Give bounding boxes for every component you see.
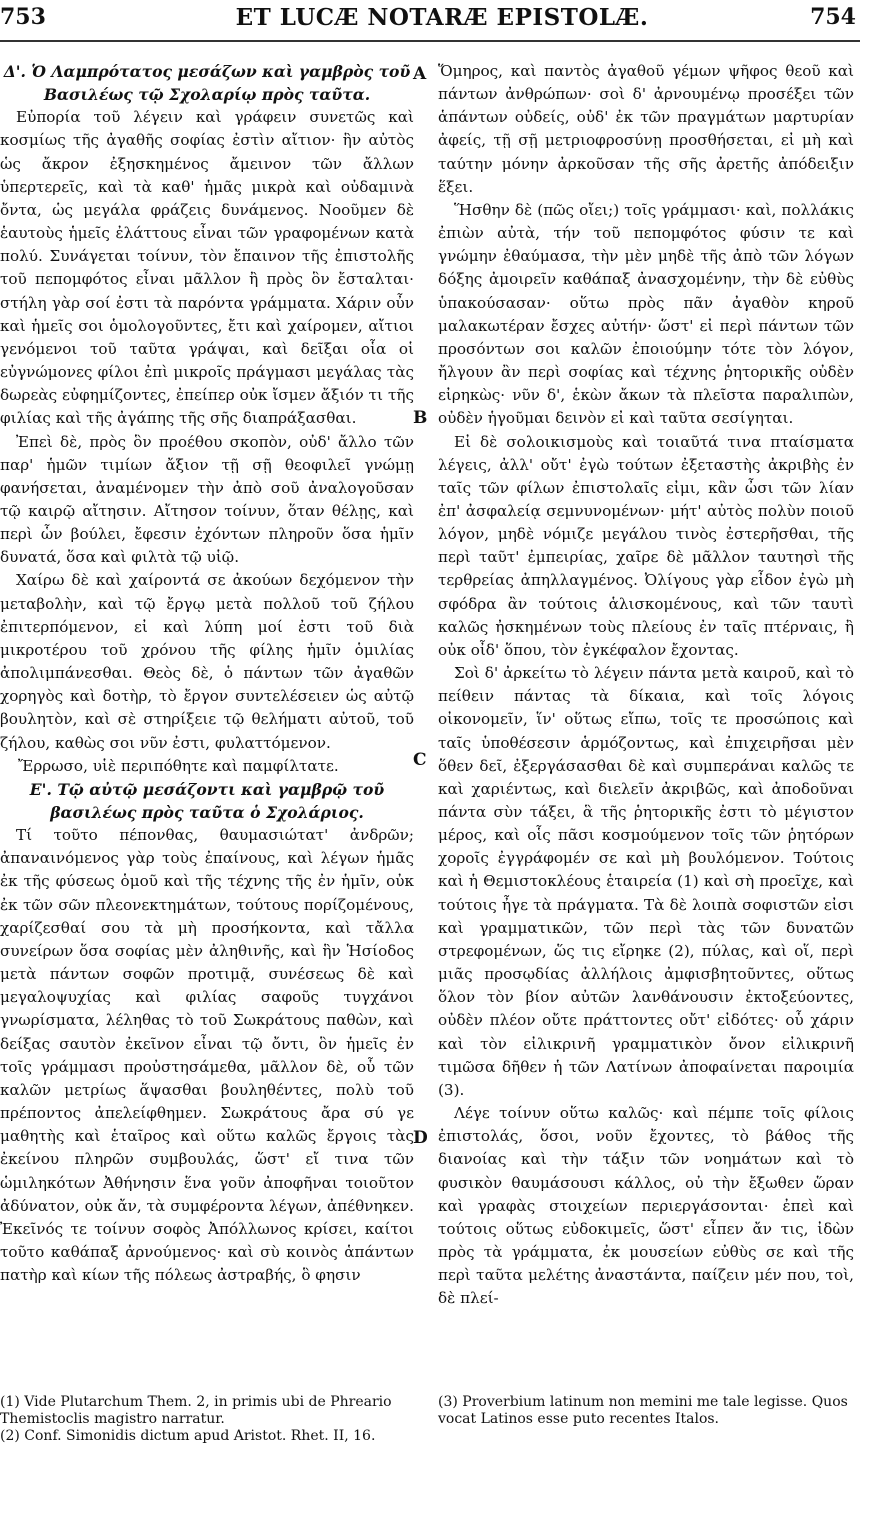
page-header xyxy=(0,4,884,44)
paragraph: Ὅμηρος, καὶ παντὸς ἀγαθοῦ γέμων ψῆφος θεοῦ καὶ πάντων ἀνθρώπων· σοὶ δ' ἀρνουμένῳ προσέξει τῶν ἁπάντων οὐδείς, οὐδ' ἐκ τῶν πραγμάτων μαρτυρίαν ἀφείς, τῇ σῇ μετριοφροσύνῃ προσθήσεται, εἰ μὴ καὶ ταύτην μόνην ἀρκοῦσαν τῆς σῆς ἀρετῆς ἀπόδειξιν ἕξει. xyxy=(438,62,854,196)
footnotes-left xyxy=(0,1394,414,1445)
footnote-2: (2) Conf. Simonidis dictum apud Aristot. Rhet. II, 16. xyxy=(0,1428,376,1444)
footnote-3: (3) Proverbium latinum non memini me tale legisse. Quos vocat Latinos esse puto recentes Italos. xyxy=(438,1394,848,1427)
right-column xyxy=(438,60,854,1310)
margin-letter-c: C xyxy=(413,750,427,770)
paragraph: Εἰ δὲ σολοικισμοὺς καὶ τοιαῦτά τινα πταίσματα λέγεις, ἀλλ' οὔτ' ἐγὼ τούτων ἐξεταστὴς ἀκριβὴς ἐν ταῖς τῶν φίλων ἐπιστολαῖς εἰμι, κἂν ὦσι τῶν λίαν ἐπ' ἀσφαλείᾳ σεμνυνομένων· μήτ' αὐτὸς πολὺν ποιοῦ λόγον, μηδὲ νόμιζε μεγάλου τινὸς ἐστερῆσθαι, τῆς περὶ ταῦτ' ἐμπειρίας, χαῖρε δὲ μᾶλλον ταυτησὶ τῆς τερθρείας ἀπηλλαγμένος. Ὀλίγους γὰρ εἶδον ἐγὼ μὴ σφόδρα ἂν τούτοις ἁλισκομένους, καὶ τῶν ταυτὶ καλῶς ἠσκημένων τοὺς πλείους ἐν ταῖς πτέρναις, ἢ οὐκ οἶδ' ὅπου, τὸν ἐγκέφαλον ἔχοντας. xyxy=(438,432,854,659)
letter-heading-5: Ε'. Τῷ αὐτῷ μεσάζοντι καὶ γαμβρῷ τοῦ βασιλέως πρὸς ταῦτα ὁ Σχολάριος. xyxy=(29,779,385,822)
left-column xyxy=(0,60,414,1287)
paragraph: Σοὶ δ' ἀρκείτω τὸ λέγειν πάντα μετὰ καιροῦ, καὶ τὸ πείθειν πάντας τὰ δίκαια, καὶ τοῖς λόγοις οἰκονομεῖν, ἵν' οὕτως εἴπω, τοῖς τε προσώποις καὶ ταῖς ὑποθέσεσιν ἁρμόζοντως, καὶ ἐπιχειρῆσαι μὲν ὅθεν δεῖ, ἐξεργάσασθαι δὲ καὶ συμπεράναι καλῶς τε καὶ χαριέντως, καὶ διελεῖν ἀκριβῶς, καὶ ἀποδοῦναι πάντα σὺν τάξει, ἃ τῆς ῥητορικῆς ἐστι τὸ μέγιστον μέρος, καὶ οἷς πᾶσι κοσμούμενον τοῖς τῶν ῥητόρων χοροῖς ἐγγράφομέν σε καὶ μὴ βουλόμενον. Τούτοις καὶ ἡ Θεμιστοκλέους ἑταιρεία (1) καὶ σὴ προεῖχε, καὶ τούτοις ἦγε τὰ πράγματα. Τὰ δὲ λοιπὰ σοφιστῶν εἰσι καὶ γραμματικῶν, τῶν περὶ τὰς τῶν δυνατῶν στρεφομένων, ὥς τις εἴρηκε (2), πύλας, καὶ οἵ, περὶ μιᾶς προσῳδίας ἀλλήλοις ἀμφισβητοῦντες, οὕτως ὅλον τὸν βίον αὐτῶν λανθάνουσιν ἐκτοξεύοντες, οὐδὲν πλέον οὔτε πράττοντες οὔτ' εἰδότες· οὗ χάριν καὶ τὸν εἰλικρινῆ γραμματικὸν ὄνον εἰλικρινῆ τιμῶσα δῆθεν ἡ τῶν Λατίνων ἀποφαίνεται παροιμία (3). xyxy=(438,664,854,1099)
paragraph: Χαίρω δὲ καὶ χαίροντά σε ἀκούων δεχόμενον τὴν μεταβολὴν, καὶ τῷ ἔργῳ μετὰ πολλοῦ τοῦ ζήλου ἐπιτερπόμενον, εἰ καὶ λύπη μοί ἐστι τοῦ διὰ μικροτέρου τοῦ χρόνου τῆς φίλης ἡμῖν ὁμιλίας ἀπολιμπάνεσθαι. Θεὸς δὲ, ὁ πάντων τῶν ἀγαθῶν χορηγὸς καὶ δοτὴρ, τὸ ἔργον συντελέσειεν ὡς αὐτῷ βουλητὸν, καὶ σὲ στηρίξειε τῷ θελήματι αὐτοῦ, τοῦ ζήλου, καθὼς σοι νῦν ἐστι, φυλαττόμενον. xyxy=(0,571,414,752)
paragraph: Λέγε τοίνυν οὕτω καλῶς· καὶ πέμπε τοῖς φίλοις ἐπιστολάς, ὅσοι, νοῦν ἔχοντες, τὸ βάθος τῆς διανοίας καὶ τὴν τάξιν τῶν νοημάτων καὶ τὸ φυσικὸν θαυμάσουσι κάλλος, οὐ τὴν ἔξωθεν ὥραν καὶ γραφὰς στοιχείων περιεργάσονται· ἐπεὶ καὶ τούτοις οὕτως εὐδοκιμεῖς, ὥστ' εἶπεν ἄν τις, ἰδὼν πρὸς τὰ γράμματα, ἐκ μουσείων εὐθὺς σε καὶ τῆς περὶ ταῦτα μελέτης ἀναστάντα, παίζειν μέν που, τοὶ, δὲ πλεί- xyxy=(438,1104,854,1308)
running-title: ET LUCÆ NOTARÆ EPISTOLÆ. xyxy=(235,4,649,31)
letter-closing: Ἔρρωσο, υἱὲ περιπόθητε καὶ παμφίλτατε. xyxy=(18,756,339,775)
paragraph: Τί τοῦτο πέπονθας, θαυμασιώτατ' ἀνδρῶν; ἀπαναινόμενος γὰρ τοὺς ἐπαίνους, καὶ λέγων ἡμᾶς ἐκ τῆς φύσεως ὁμοῦ καὶ τῆς τέχνης τῆς ἐν ἡμῖν, οὐκ ἐκ τῶν σῶν πλεονεκτημάτων, τούτους πορίζομένους, χαρίζεσθαί σου τὰ μὴ προσήκοντα, καὶ τἄλλα συνείρων ὅσα σοφίας μὲν ἀληθινῆς, καὶ ἣν Ἡσίοδος μετὰ πάντων σοφῶν προτιμᾷ, συνέσεως δὲ καὶ μεγαλοψυχίας καὶ φιλίας σαφοῦς τυγχάνοι γνωρίσματα, λέληθας τὸ τοῦ Σωκράτους παθὼν, καὶ δείξας σαυτὸν ἐκεῖνον εἶναι τῷ ὄντι, ὃν ἡμεῖς ἐν τοῖς γράμμασι προὐστησάμεθα, μᾶλλον δὲ, οὗ τῶν καλῶν μετρίως ἅψασθαι βουληθέντες, πολὺ τοῦ πρέποντος ἀπελείφθημεν. Σωκράτους ἄρα σύ γε μαθητὴς καὶ ἑταῖρος καὶ οὕτω καλῶς ἔργοις τὰς ἐκείνου πληρῶν συμβουλάς, ὥστ' εἴ τινα τῶν ὡμιληκότων Ἀθήνησιν ἕνα γοῦν ἀποφῆναι τοιοῦτον ἀδύνατον, οὐκ ἄν, τὰ συμφέροντα λέγων, ἀπέθνηκεν. Ἐκεῖνός τε τοίνυν σοφὸς Ἀπόλλωνος κρίσει, καίτοι τοῦτο καθάπαξ ἀρνούμενος· καὶ σὺ κοινὸς ἁπάντων πατὴρ καὶ κίων τῆς πόλεως ἀστραβής, ὃ φησιν xyxy=(0,826,414,1285)
paragraph: Ἥσθην δὲ (πῶς οἴει;) τοῖς γράμμασι· καὶ, πολλάκις ἐπιὼν αὐτὰ, τήν τοῦ πεπομφότος φύσιν τε καὶ γνώμην ἐθαύμασα, τὴν μὲν μηδὲ τῆς ἀπὸ τῶν λόγων δόξης ἀμοιρεῖν καθάπαξ ἀνασχομένην, τὴν δὲ εὐθὺς ὑπακούσασαν· οὕτω πρὸς πᾶν ἀγαθὸν κηροῦ μαλακωτέραν ἔσχες αὐτήν· ὥστ' εἰ περὶ πάντων τῶν προσόντων σοι καλῶν ἐποιούμην τότε τὸν λόγον, ἤλγουν ἂν περὶ σοφίας καὶ τέχνης ῥητορικῆς οὐδὲν εἰρηκὼς· νῦν δ', ἑκὼν ἄκων τὰ πλεῖστα παραλιπὼν, οὐδὲν ἡγοῦμαι δεινὸν εἰ καὶ ταῦτα σεσίγηται. xyxy=(438,200,854,428)
footnotes-right xyxy=(438,1394,854,1428)
page-number-left: 753 xyxy=(0,4,46,30)
letter-heading-4: Δ'. Ὁ Λαμπρότατος μεσάζων καὶ γαμβρὸς τοῦ Βασιλέως τῷ Σχολαρίῳ πρὸς ταῦτα. xyxy=(3,62,411,105)
paragraph: Εὐπορία τοῦ λέγειν καὶ γράφειν συνετῶς καὶ κοσμίως τῆς ἀγαθῆς σοφίας ἐστὶν αἴτιον· ἣν αὐτὸς ὡς ἄκρον ἐξησκημένος ἄμεινον τῶν ἄλλων ὑπερτερεῖς, καὶ τὰ καθ' ἡμᾶς μικρὰ καὶ οὐδαμινὰ ὄντα, ὡς μεγάλα φράζεις δυνάμενος. Νοοῦμεν δὲ ἑαυτοὺς ἡμεῖς ἐλάττους εἶναι τῶν γραφομένων κατὰ πολύ. Συνάγεται τοίνυν, τὸν ἔπαινον τῆς ἐπιστολῆς τοῦ πεπομφότος εἶναι μᾶλλον ἢ πρὸς ὃν ἔσταλται· στήλη γὰρ σοί ἐστι τὰ παρόντα γράμματα. Χάριν οὖν καὶ ἡμεῖς σοι ὁμολογοῦντες, ἔτι καὶ χαίρομεν, αἴτιοι γενόμενοι τοῦ ταῦτα γράψαι, καὶ δεῖξαι οἷα οἱ εὐγνώμονες φίλοι ἐπὶ μικροῖς πράγμασι μεγάλας τὰς δωρεὰς εὐφημίζοντες, ἐπείπερ οὐκ ἴσμεν ἄξιόν τι τῆς φιλίας καὶ τῆς ἀγάπης τῆς σῆς διαπράξασθαι. xyxy=(0,108,414,428)
margin-letter-d: D xyxy=(413,1128,428,1148)
paragraph: Ἐπεὶ δὲ, πρὸς ὃν προέθου σκοπὸν, οὐδ' ἄλλο τῶν παρ' ἡμῶν τιμίων ἄξιον τῇ σῇ θεοφιλεῖ γνώμῃ φανήσεται, ἀναμένομεν τὴν ἀπὸ σοῦ ἀναλογοῦσαν τῷ καιρῷ αἴτησιν. Αἴτησον τοίνυν, ὅταν θέλῃς, καὶ περὶ ὧν βούλει, ἔφεσιν ἐχόντων πληροῦν ὅσα ἡμῖν δυνατά, ὅσα καὶ φιλτὰ τῷ υἱῷ. xyxy=(0,432,414,567)
margin-letter-a: A xyxy=(413,64,427,84)
margin-letter-b: B xyxy=(413,408,428,428)
footnote-1: (1) Vide Plutarchum Them. 2, in primis ubi de Phreario Themistoclis magistro narratur. xyxy=(0,1394,392,1427)
page-number-right: 754 xyxy=(810,4,856,30)
header-rule xyxy=(0,40,860,42)
